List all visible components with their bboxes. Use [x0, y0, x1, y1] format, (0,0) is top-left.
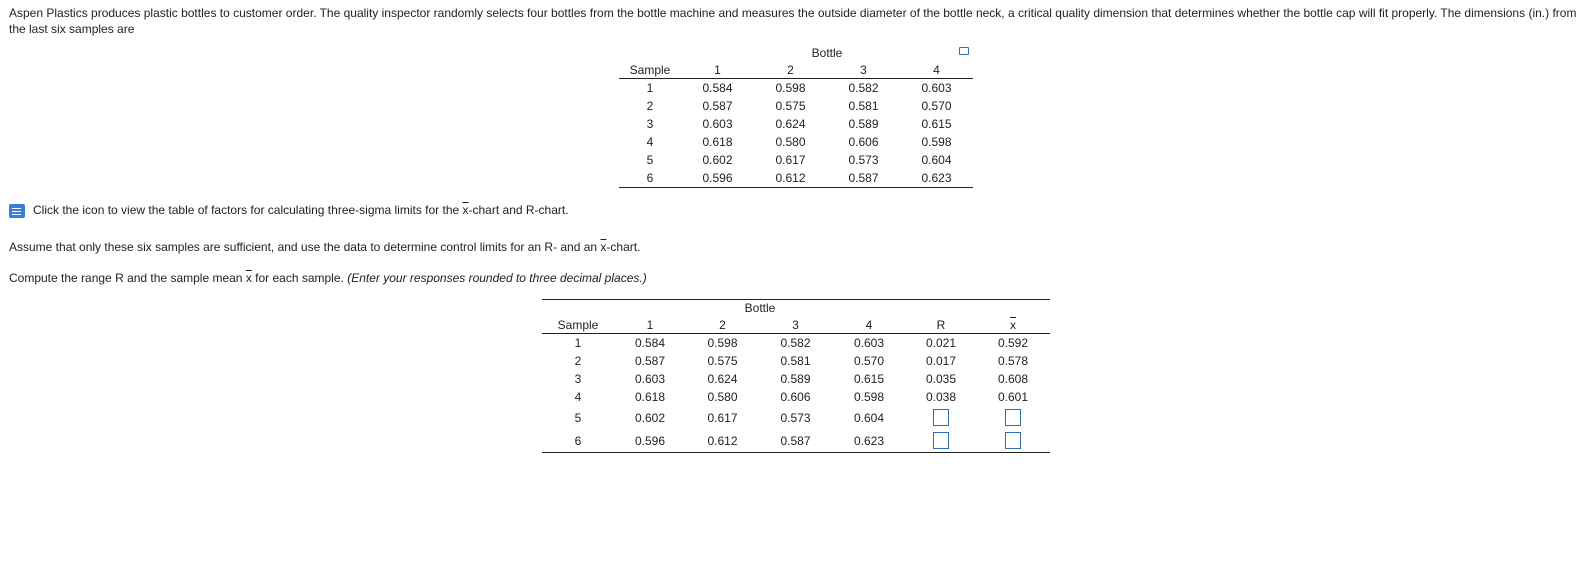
sample-number: 1	[646, 81, 654, 95]
diameter-value: 0.606	[780, 390, 811, 404]
diameter-value: 0.603	[853, 336, 885, 350]
table-row	[619, 169, 973, 188]
diameter-value: 0.602	[634, 410, 666, 425]
diameter-value: 0.598	[707, 336, 738, 350]
diameter-value: 0.581	[780, 354, 811, 368]
diameter-value: 0.604	[853, 410, 885, 425]
problem-intro: Aspen Plastics produces plastic bottles to customer order. The quality inspector randomly selects four bottles from the bottle machine and measures the outside diameter of the bottle neck, a critical quality dimension that determines whether the bottle cap will fit properly. The dimensions (in.) from the last six samples are	[9, 6, 1577, 36]
sample-number: 6	[619, 169, 681, 188]
mean-value: 0.608	[997, 372, 1029, 386]
diameter-value: 0.570	[921, 99, 952, 113]
table-row	[619, 115, 973, 133]
col-header: 2	[686, 316, 759, 334]
col-header: 1	[614, 316, 686, 334]
col-header: 3	[827, 61, 900, 79]
diameter-value: 0.618	[634, 390, 666, 404]
col-header: 2	[754, 61, 827, 79]
mean-value: 0.601	[997, 390, 1029, 404]
diameter-value: 0.618	[702, 135, 733, 149]
sample-number: 5	[646, 153, 654, 167]
textbook-icon[interactable]	[9, 204, 25, 218]
table-row	[542, 388, 1050, 406]
diameter-value: 0.603	[634, 372, 666, 386]
sample-number: 4	[646, 135, 654, 149]
sample-data-table	[619, 45, 973, 188]
diameter-value: 0.624	[775, 117, 806, 131]
bottle-group-header: Bottle	[811, 46, 843, 60]
diameter-value: 0.612	[686, 429, 759, 453]
diameter-value: 0.603	[702, 117, 733, 131]
table-row	[542, 406, 1050, 429]
diameter-value: 0.604	[921, 153, 952, 167]
diameter-value: 0.573	[780, 410, 811, 425]
assume-text: Assume that only these six samples are sufficient, and use the data to determine control limits for an R- and an $\overline{x}$-chart.	[9, 240, 641, 254]
diameter-value: 0.589	[780, 372, 811, 386]
table-row	[619, 97, 973, 115]
diameter-value: 0.587	[759, 429, 832, 453]
range-answer-input[interactable]	[933, 409, 949, 426]
diameter-value: 0.598	[775, 81, 806, 95]
diameter-value: 0.582	[780, 336, 811, 350]
diameter-value: 0.617	[775, 153, 806, 167]
diameter-value: 0.587	[702, 99, 733, 113]
table-row	[542, 429, 1050, 453]
diameter-value: 0.584	[634, 336, 666, 350]
table-row	[542, 352, 1050, 370]
col-header: 1	[681, 61, 754, 79]
diameter-value: 0.603	[921, 81, 952, 95]
range-answer-input[interactable]	[933, 432, 949, 449]
table-row	[542, 334, 1050, 353]
xbar-header: $\overline{x}$	[976, 316, 1050, 334]
diameter-value: 0.587	[827, 169, 900, 188]
range-value: 0.038	[925, 390, 957, 404]
col-header: 3	[759, 316, 832, 334]
bottle-group-header-2: Bottle	[744, 301, 776, 315]
copy-table-icon[interactable]	[959, 47, 969, 55]
range-value: 0.035	[925, 372, 957, 386]
table-row	[619, 79, 973, 98]
col-header: 4	[832, 316, 906, 334]
diameter-value: 0.623	[832, 429, 906, 453]
diameter-value: 0.575	[707, 354, 738, 368]
response-table	[542, 299, 1050, 453]
compute-instructions: Compute the range R and the sample mean $\overline{x}$ for each sample. (Enter your responses rounded to three decimal places.)	[9, 271, 647, 285]
sample-number: 4	[574, 390, 582, 404]
diameter-value: 0.617	[707, 410, 738, 425]
diameter-value: 0.573	[848, 153, 879, 167]
diameter-value: 0.612	[754, 169, 827, 188]
diameter-value: 0.589	[848, 117, 879, 131]
mean-answer-input[interactable]	[1005, 432, 1021, 449]
sample-header-2: Sample	[542, 316, 614, 334]
diameter-value: 0.602	[702, 153, 733, 167]
table-row	[619, 133, 973, 151]
diameter-value: 0.623	[900, 169, 973, 188]
diameter-value: 0.606	[848, 135, 879, 149]
sample-number: 2	[574, 354, 582, 368]
range-value: 0.017	[925, 354, 957, 368]
col-header: 4	[900, 61, 973, 79]
diameter-value: 0.582	[848, 81, 879, 95]
diameter-value: 0.615	[853, 372, 885, 386]
sample-header: Sample	[619, 61, 681, 79]
diameter-value: 0.596	[681, 169, 754, 188]
diameter-value: 0.580	[775, 135, 806, 149]
diameter-value: 0.587	[634, 354, 666, 368]
diameter-value: 0.598	[853, 390, 885, 404]
mean-value: 0.578	[997, 354, 1029, 368]
diameter-value: 0.598	[921, 135, 952, 149]
diameter-value: 0.624	[707, 372, 738, 386]
diameter-value: 0.580	[707, 390, 738, 404]
sample-number: 6	[542, 429, 614, 453]
mean-value: 0.592	[997, 336, 1029, 350]
sample-number: 1	[574, 336, 582, 350]
diameter-value: 0.615	[921, 117, 952, 131]
sample-number: 3	[646, 117, 654, 131]
table-row	[619, 151, 973, 169]
factors-note: Click the icon to view the table of factors for calculating three-sigma limits for the $\overline{x}$-chart and R-chart.	[9, 203, 569, 218]
diameter-value: 0.581	[848, 99, 879, 113]
sample-number: 2	[646, 99, 654, 113]
sample-number: 3	[574, 372, 582, 386]
diameter-value: 0.570	[853, 354, 885, 368]
table-row	[542, 370, 1050, 388]
diameter-value: 0.575	[775, 99, 806, 113]
sample-number: 5	[574, 410, 582, 425]
range-value: 0.021	[925, 336, 957, 350]
diameter-value: 0.596	[614, 429, 686, 453]
r-header: R	[906, 316, 976, 334]
mean-answer-input[interactable]	[1005, 409, 1021, 426]
diameter-value: 0.584	[702, 81, 733, 95]
